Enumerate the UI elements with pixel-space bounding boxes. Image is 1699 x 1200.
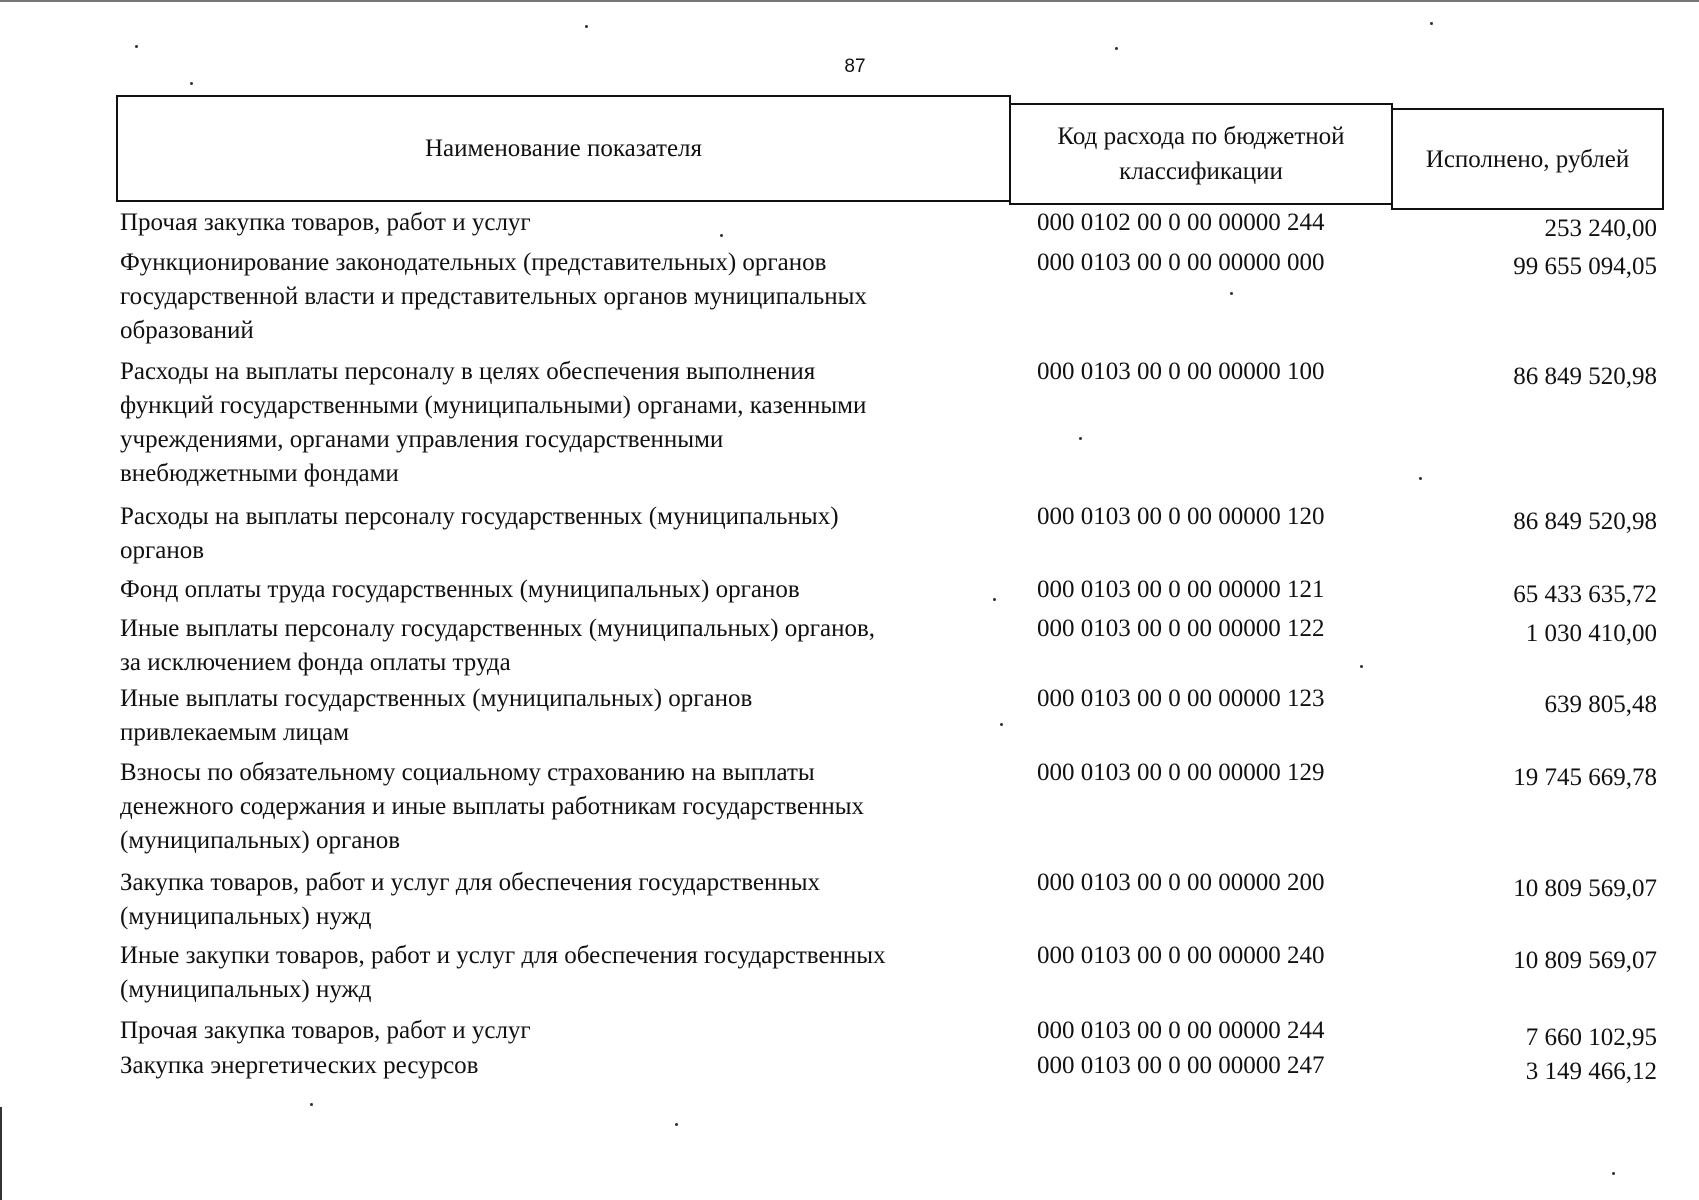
row-name-line: органов bbox=[120, 537, 205, 564]
row-budget-code: 000 0103 00 0 00 00000 240 bbox=[1037, 942, 1325, 969]
row-budget-code: 000 0103 00 0 00 00000 121 bbox=[1037, 576, 1325, 603]
row-name-line: внебюджетными фондами bbox=[120, 460, 399, 487]
scan-speck bbox=[585, 25, 588, 28]
scan-speck bbox=[1230, 292, 1233, 295]
row-budget-code: 000 0103 00 0 00 00000 244 bbox=[1037, 1017, 1325, 1044]
row-budget-code: 000 0103 00 0 00 00000 000 bbox=[1037, 249, 1325, 276]
row-executed-amount: 639 805,48 bbox=[1544, 691, 1657, 718]
row-name-line: за исключением фонда оплаты труда bbox=[120, 649, 511, 676]
row-executed-amount: 10 809 569,07 bbox=[1513, 875, 1657, 902]
row-budget-code: 000 0103 00 0 00 00000 247 bbox=[1037, 1052, 1325, 1079]
row-name-line: государственной власти и представительных органов муниципальных bbox=[120, 283, 867, 310]
row-name-line: Прочая закупка товаров, работ и услуг bbox=[120, 209, 531, 236]
row-name-line: Иные выплаты государственных (муниципальных) органов bbox=[120, 685, 753, 712]
row-name-line: Прочая закупка товаров, работ и услуг bbox=[120, 1017, 531, 1044]
row-executed-amount: 99 655 094,05 bbox=[1513, 253, 1657, 280]
row-indicator-name bbox=[120, 246, 1000, 348]
row-name-line: (муниципальных) нужд bbox=[120, 903, 372, 930]
row-name-line: учреждениями, органами управления государственными bbox=[120, 426, 724, 453]
row-indicator-name bbox=[120, 1014, 1000, 1048]
row-budget-code: 000 0103 00 0 00 00000 120 bbox=[1037, 503, 1325, 530]
scan-speck bbox=[993, 598, 996, 601]
row-budget-code: 000 0103 00 0 00 00000 100 bbox=[1037, 358, 1325, 385]
row-name-line: (муниципальных) нужд bbox=[120, 976, 372, 1003]
row-indicator-name bbox=[120, 866, 1000, 934]
row-indicator-name bbox=[120, 612, 1000, 680]
row-name-line: Фонд оплаты труда государственных (муниципальных) органов bbox=[120, 576, 800, 603]
row-budget-code: 000 0102 00 0 00 00000 244 bbox=[1037, 209, 1325, 236]
row-indicator-name bbox=[120, 682, 1000, 750]
header-code-label: Код расхода по бюджетной классификации bbox=[1057, 123, 1345, 185]
row-name-line: Закупка энергетических ресурсов bbox=[120, 1052, 479, 1079]
row-executed-amount: 10 809 569,07 bbox=[1513, 947, 1657, 974]
row-executed-amount: 19 745 669,78 bbox=[1513, 764, 1657, 791]
row-executed-amount: 253 240,00 bbox=[1544, 215, 1657, 242]
scan-speck bbox=[1430, 22, 1433, 25]
row-budget-code: 000 0103 00 0 00 00000 129 bbox=[1037, 759, 1325, 786]
row-name-line: функций государственными (муниципальными) органами, казенными bbox=[120, 392, 867, 419]
row-indicator-name bbox=[120, 1049, 1000, 1083]
scan-edge-mark bbox=[0, 1107, 2, 1200]
scan-speck bbox=[190, 82, 193, 85]
scan-speck bbox=[1000, 723, 1003, 726]
scan-speck bbox=[720, 234, 723, 237]
row-executed-amount: 7 660 102,95 bbox=[1525, 1024, 1657, 1051]
row-name-line: Иные выплаты персоналу государственных (муниципальных) органов, bbox=[120, 615, 876, 642]
scan-speck bbox=[135, 45, 138, 48]
row-name-line: привлекаемым лицам bbox=[120, 719, 350, 746]
page-number: 87 bbox=[844, 56, 866, 77]
row-name-line: Расходы на выплаты персоналу в целях обеспечения выполнения bbox=[120, 358, 816, 385]
scan-speck bbox=[1115, 47, 1118, 50]
row-name-line: Взносы по обязательному социальному страхованию на выплаты bbox=[120, 759, 815, 786]
row-budget-code: 000 0103 00 0 00 00000 200 bbox=[1037, 869, 1325, 896]
row-indicator-name bbox=[120, 355, 1000, 491]
row-indicator-name bbox=[120, 573, 1000, 607]
header-value-label: Исполнено, рублей bbox=[1425, 145, 1630, 173]
scan-speck bbox=[1360, 665, 1363, 668]
row-indicator-name bbox=[120, 756, 1000, 858]
row-executed-amount: 65 433 635,72 bbox=[1513, 581, 1657, 608]
scan-speck bbox=[1079, 437, 1082, 440]
row-name-line: образований bbox=[120, 317, 254, 344]
scan-speck bbox=[675, 1123, 678, 1126]
row-executed-amount: 86 849 520,98 bbox=[1513, 363, 1657, 390]
row-name-line: Иные закупки товаров, работ и услуг для обеспечения государственных bbox=[120, 942, 886, 969]
scan-speck bbox=[310, 1103, 313, 1106]
row-name-line: Расходы на выплаты персоналу государственных (муниципальных) bbox=[120, 503, 839, 530]
scan-speck bbox=[1419, 477, 1422, 480]
row-indicator-name bbox=[120, 500, 1000, 568]
row-indicator-name bbox=[120, 939, 1000, 1007]
header-name-label: Наименование показателя bbox=[424, 135, 703, 162]
row-name-line: Закупка товаров, работ и услуг для обеспечения государственных bbox=[120, 869, 821, 896]
row-name-line: Функционирование законодательных (представительных) органов bbox=[120, 249, 827, 276]
row-budget-code: 000 0103 00 0 00 00000 122 bbox=[1037, 615, 1325, 642]
scan-speck bbox=[1612, 1172, 1615, 1175]
row-executed-amount: 86 849 520,98 bbox=[1513, 508, 1657, 535]
row-name-line: денежного содержания и иные выплаты работникам государственных bbox=[120, 793, 864, 820]
row-indicator-name bbox=[120, 206, 1000, 240]
row-name-line: (муниципальных) органов bbox=[120, 827, 401, 854]
row-budget-code: 000 0103 00 0 00 00000 123 bbox=[1037, 685, 1325, 712]
row-executed-amount: 1 030 410,00 bbox=[1525, 620, 1657, 647]
row-executed-amount: 3 149 466,12 bbox=[1525, 1058, 1657, 1085]
